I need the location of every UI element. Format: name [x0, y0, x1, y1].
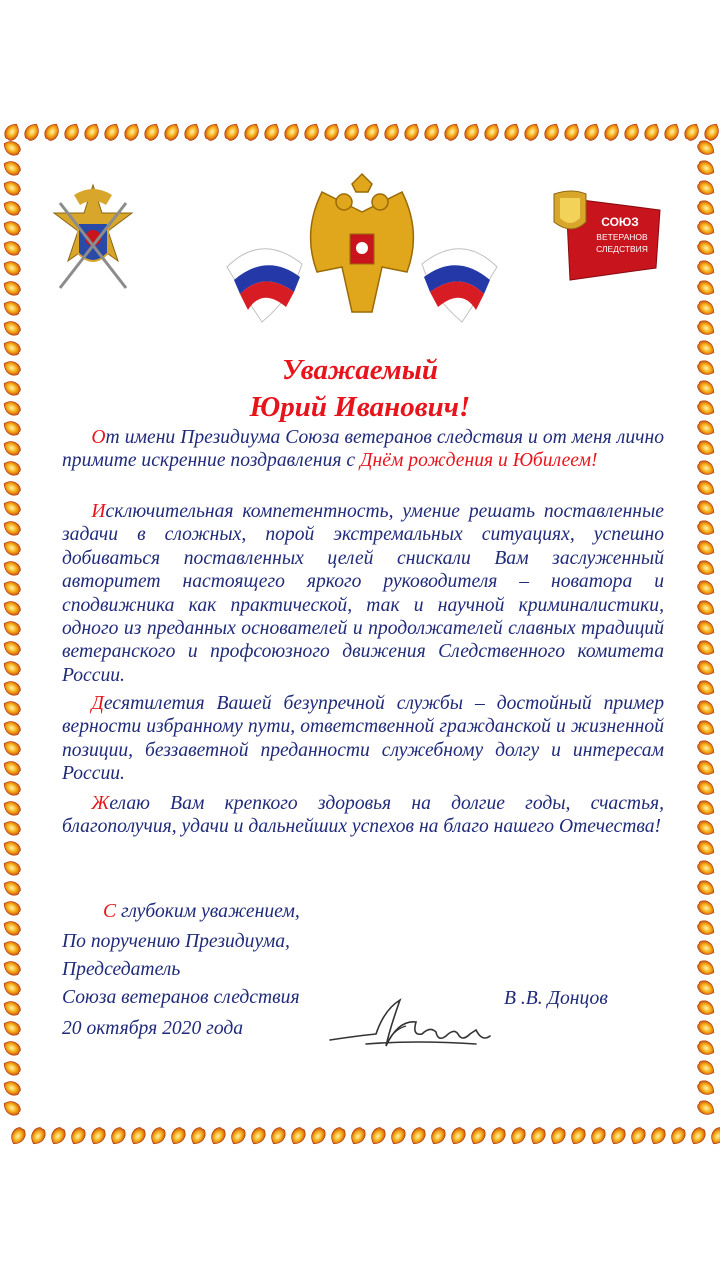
badge-line2: ВЕТЕРАНОВ	[596, 232, 648, 242]
signoff-date: 20 октября 2020 года	[62, 1018, 244, 1039]
paragraph-text: т имени Президиума Союза ветеранов следствия и от меня лично примите искренние поздравления с	[62, 427, 664, 472]
paragraph-text: сключительная компетентность, умение решать поставленные задачи в сложных, порой экстремальных ситуациях, успешно добиваться поставленных целей снискали Вам заслуженный авторитет настоящего яркого руководителя – новатора и сподвижника как практической, так и научной криминалистики, одного из преданных основателей и продолжателей славных традиций ветеранского и профсоюзного движения Следственного комитета России.	[62, 501, 664, 686]
signoff-position: Председатель	[62, 959, 181, 980]
investigative-committee-emblem-icon	[52, 183, 134, 295]
badge-line1: СОЮЗ	[601, 215, 639, 229]
signoff-organization: Союза ветеранов следствия	[62, 987, 300, 1008]
drop-cap: О	[91, 427, 106, 448]
drop-cap: И	[91, 501, 106, 522]
paragraph-text: елаю Вам крепкого здоровья на долгие годы, счастья, благополучия, удачи и дальнейших успехов на благо нашего Отечества!	[62, 793, 664, 838]
paragraph-wishes	[62, 792, 664, 839]
paragraph-congratulation	[62, 426, 664, 473]
greeting-line-2: Юрий Иванович!	[249, 391, 471, 423]
signoff-on-behalf: По поручению Президиума,	[62, 931, 290, 952]
signatory-name: В .В. Донцов	[504, 988, 608, 1009]
greeting-line-1: Уважаемый	[281, 354, 439, 386]
paragraph-service	[62, 692, 664, 786]
handwritten-signature-icon	[326, 990, 506, 1060]
badge-line3: СЛЕДСТВИЯ	[596, 244, 648, 254]
drop-cap: Ж	[91, 793, 110, 814]
veterans-union-badge-icon	[552, 188, 664, 286]
paragraph-competence	[62, 500, 664, 687]
drop-cap: Д	[91, 693, 104, 714]
drop-cap: С	[103, 901, 117, 922]
birthday-highlight: Днём рождения и Юбилеем!	[360, 450, 598, 472]
paragraph-text: есятилетия Вашей безупречной службы – достойный пример верности избранному пути, ответственной гражданской и жизненной позиции, беззаветной преданности служебному долгу и интересам России.	[62, 693, 664, 785]
russian-coat-of-arms-icon	[222, 172, 502, 342]
signoff-regards: С глубоким уважением,	[103, 901, 300, 922]
